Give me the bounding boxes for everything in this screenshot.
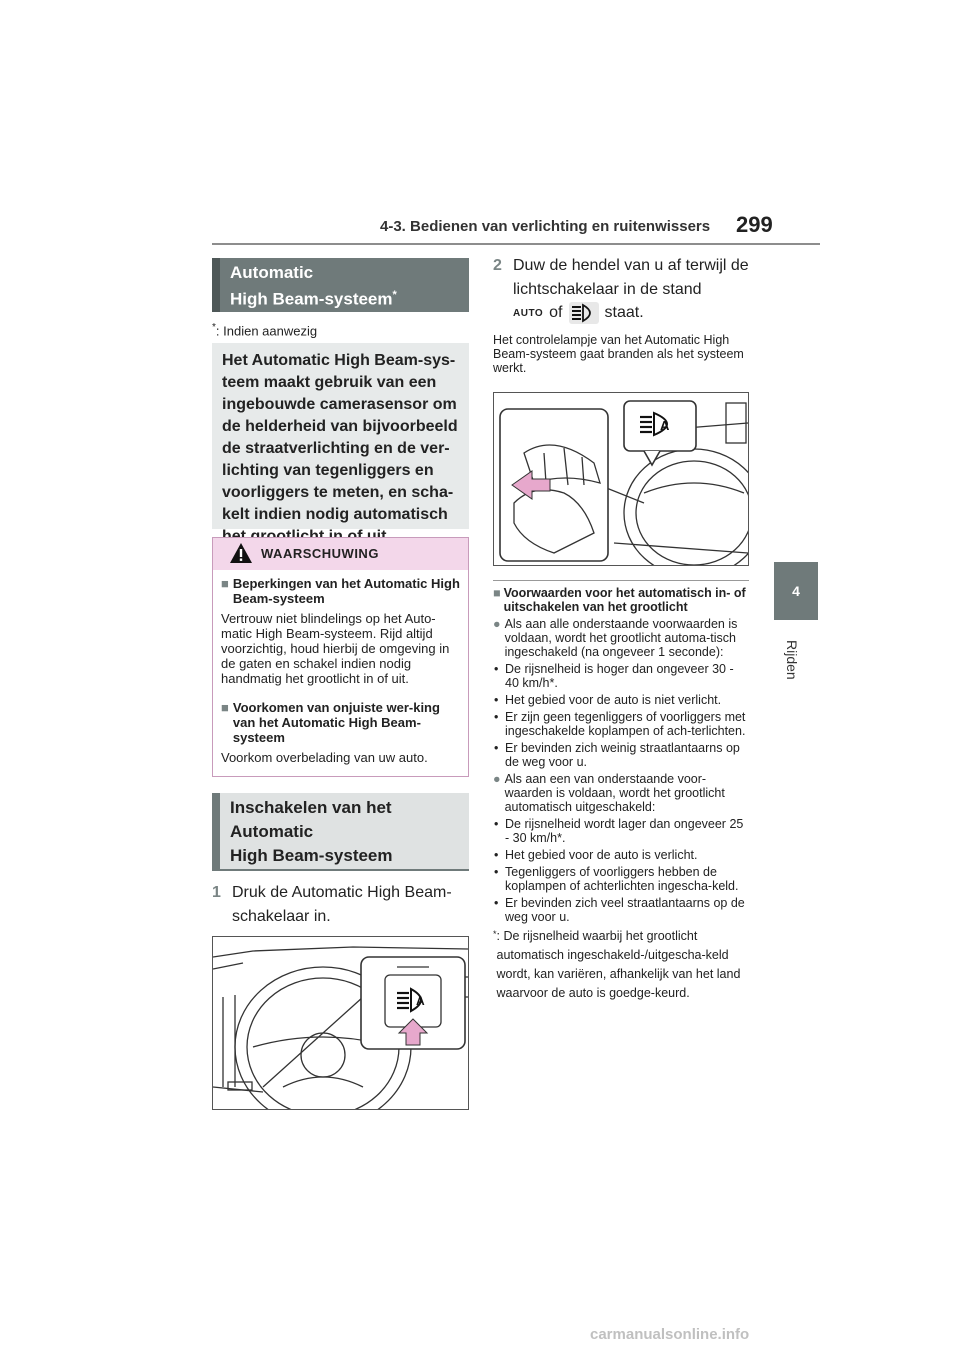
list-item: • Het gebied voor de auto is verlicht. xyxy=(505,848,749,862)
step-number: 2 xyxy=(493,257,502,274)
bullet-square-icon: ■ xyxy=(493,586,501,600)
conditions-section xyxy=(493,586,749,1003)
footnote-text: : De rijsnelheid waarbij het grootlicht automatisch ingeschakeld-/uitgescha-keld wordt, kan variëren, afhankelijk van het land waarvoor de auto is goedge-keurd. xyxy=(496,929,741,1000)
heading-line: High Beam-systeem xyxy=(230,846,393,865)
warning-item-title: Voorkomen van onjuiste wer-king van het Automatic High Beam-systeem xyxy=(232,700,440,745)
on-conditions-intro: Als aan alle onderstaande voorwaarden is voldaan, wordt het grootlicht automa-tisch ingeschakeld (na ongeveer 1 seconde): xyxy=(504,617,738,659)
auto-position-label: AUTO xyxy=(513,307,544,319)
heading-line: Automatic xyxy=(230,263,314,282)
step-2-note: Het controlelampje van het Automatic High Beam-systeem gaat branden als het systeem werkt. xyxy=(493,333,744,375)
step-text: Druk de Automatic High Beam-schakelaar in. xyxy=(232,884,452,925)
warning-item-body: Vertrouw niet blindelings op het Auto-matic High Beam-systeem. Rijd altijd voorzichtig, houd hierbij de omgeving in de gaten en schakel indien nodig handmatig het grootlicht in of uit. xyxy=(221,611,450,686)
auto-high-beam-icon xyxy=(569,302,599,324)
warning-box xyxy=(212,537,469,777)
list-item: • Het gebied voor de auto is niet verlicht. xyxy=(505,693,749,707)
intro-box xyxy=(212,343,469,529)
section-heading-inschakelen xyxy=(212,793,469,871)
warning-triangle-icon xyxy=(229,542,253,564)
svg-text:A: A xyxy=(660,418,670,433)
off-conditions-list xyxy=(493,817,749,924)
lever-illustration xyxy=(494,393,748,565)
list-item: • Er zijn geen tegenliggers of voorliggers met ingeschakelde koplampen of ach-terlichten. xyxy=(505,710,749,738)
dashboard-illustration xyxy=(213,937,468,1109)
list-item: • Er bevinden zich weinig straatlantaarns op de weg voor u. xyxy=(505,741,749,769)
list-item: • Er bevinden zich veel straatlantaarns op de weg voor u. xyxy=(505,896,749,924)
chapter-tab-label: Rijden xyxy=(784,640,800,680)
warning-item-title: Beperkingen van het Automatic High Beam-systeem xyxy=(232,576,460,606)
heading-line: Inschakelen van het xyxy=(230,798,392,817)
on-conditions-list xyxy=(493,662,749,769)
step-2 xyxy=(493,254,751,302)
step-number: 1 xyxy=(212,884,221,901)
header-divider xyxy=(212,243,820,245)
or-text: of xyxy=(549,304,563,321)
watermark: carmanualsonline.info xyxy=(590,1326,750,1343)
page-number: 299 xyxy=(736,212,773,237)
warning-item-body: Voorkom overbelading van uw auto. xyxy=(221,750,428,765)
step-tail: staat. xyxy=(604,304,644,321)
footnote xyxy=(212,322,317,338)
footnote-marker: * xyxy=(493,929,497,939)
figure-ahb-switch xyxy=(212,936,469,1110)
list-item: • De rijsnelheid is hoger dan ongeveer 30 - 40 km/h*. xyxy=(505,662,749,690)
list-item: • Tegenliggers of voorliggers hebben de koplampen of achterlichten ingescha-keld. xyxy=(505,865,749,893)
footnote-text: : Indien aanwezig xyxy=(215,323,318,339)
step-1 xyxy=(212,881,469,929)
svg-text:A: A xyxy=(416,994,425,1008)
bullet-square-icon: ■ xyxy=(221,700,229,715)
conditions-divider xyxy=(493,580,749,581)
list-item: • De rijsnelheid wordt lager dan ongeveer 25 - 30 km/h*. xyxy=(505,817,749,845)
warning-title: WAARSCHUWING xyxy=(261,546,379,561)
off-conditions-intro: Als aan een van onderstaande voor-waarden is voldaan, wordt het grootlicht automatisch uitgeschakeld: xyxy=(504,772,725,814)
bullet-square-icon: ■ xyxy=(221,576,229,591)
footnote-marker: * xyxy=(392,289,397,301)
heading-line: Automatic xyxy=(230,822,314,841)
figure-lever xyxy=(493,392,749,566)
bullet-circle-icon: ● xyxy=(493,617,501,631)
warning-header xyxy=(213,538,468,570)
speed-footnote xyxy=(493,927,749,1003)
footnote-marker: * xyxy=(212,322,216,333)
step-2-switch-line xyxy=(513,302,644,324)
conditions-title: Voorwaarden voor het automatisch in- of uitschakelen van het grootlicht xyxy=(503,586,746,614)
chapter-tab[interactable]: 4 xyxy=(774,562,818,620)
bullet-circle-icon: ● xyxy=(493,772,501,786)
section-header-title: 4-3. Bedienen van verlichting en ruitenwissers xyxy=(380,218,711,235)
heading-line: High Beam-systeem xyxy=(230,289,393,309)
intro-text: Het Automatic High Beam-sys-teem maakt gebruik van een ingebouwde camerasensor om de helderheid van bijvoorbeeld de straatverlichting en de ver-lichting van tegenliggers en voorliggers te meten, en scha-kelt indien nodig automatisch xyxy=(222,352,458,523)
step-text: Duw de hendel van u af terwijl de lichtschakelaar in de stand xyxy=(513,257,749,298)
section-heading-automatic-high-beam xyxy=(212,258,469,312)
